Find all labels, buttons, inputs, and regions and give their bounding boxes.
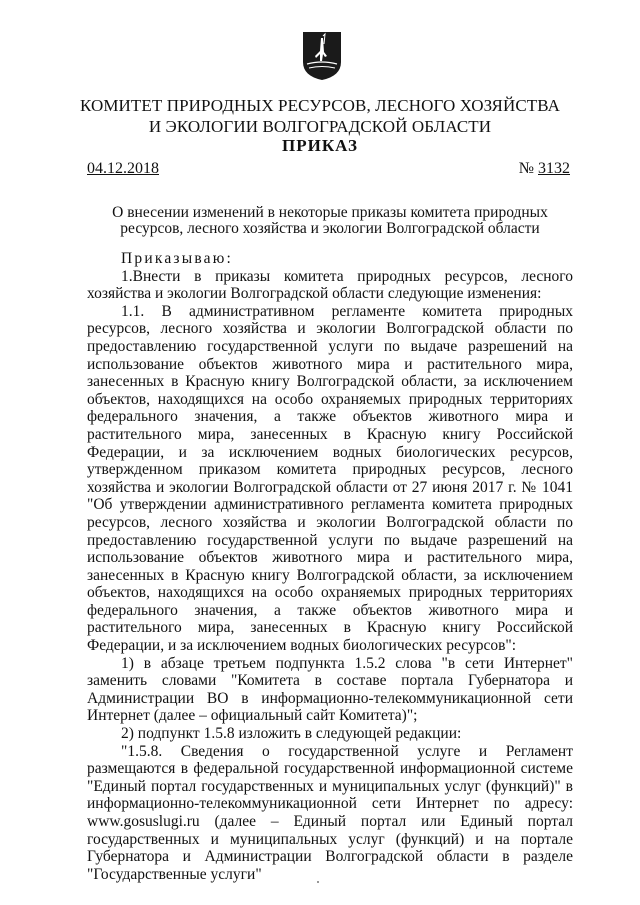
org-name-line2: И ЭКОЛОГИИ ВОЛГОГРАДСКОЙ ОБЛАСТИ [148, 117, 492, 136]
org-name-line1: КОМИТЕТ ПРИРОДНЫХ РЕСУРСОВ, ЛЕСНОГО ХОЗЯЙСТВА [79, 96, 561, 115]
order-word: Приказываю: [121, 250, 234, 267]
paragraph-item-1: 1) в абзаце третьем подпункта 1.5.2 слова "в сети Интернет" заменить словами "Комитета в составе портала Губернатора и Администрации ВО в информационно-телекоммуникационной сети Интернет (далее – официальный сайт Комитета)"; [87, 654, 573, 725]
paragraph-1-5-8: "1.5.8. Сведения о государственной услуге и Регламент размещаются в федеральной государственной информационной системе "Единый портал государственных и муниципальных услуг (функций)" в информационно-телекоммуникационной сети Интернет по адресу: www.gosuslugi.ru (далее – Единый портал или Единый портал государственных и муниципальных услуг (функций) и на портале Губернатора и Администрации Волгоградской области в разделе "Государственные услуги" [87, 742, 573, 883]
paragraph-1: 1.Внести в приказы комитета природных ресурсов, лесного хозяйства и экологии Волгоградской области следующие изменения: [87, 267, 573, 303]
scan-speck [317, 881, 319, 883]
coat-of-arms-emblem [301, 30, 343, 82]
order-number [519, 160, 570, 178]
paragraph-item-2: 2) подпункт 1.5.8 изложить в следующей редакции: [121, 725, 462, 743]
document-type-title: ПРИКАЗ [282, 136, 358, 155]
order-date: 04.12.2018 [87, 160, 159, 177]
number-prefix: № [518, 160, 538, 177]
order-subject [85, 205, 575, 237]
subject-line1: О внесении изменений в некоторые приказы комитета природных [112, 204, 548, 221]
number-value: 3132 [538, 160, 570, 177]
subject-line2: ресурсов, лесного хозяйства и экологии Волгоградской области [120, 220, 540, 237]
order-body [87, 250, 573, 883]
paragraph-1-1: 1.1. В административном регламенте комитета природных ресурсов, лесного хозяйства и экологии Волгоградской области по предоставлению государственной услуги по выдаче разрешений на использование объектов животного мира и растительного мира, занесенных в Красную книгу Волгоградской области, за исключением объектов, находящихся на особо охраняемых природных территориях федерального значения, а также объектов животного мира и растительного мира, занесенных в Красную книгу Российской Федерации, и за исключением водных биологических ресурсов, утвержденном приказом комитета природных ресурсов, лесного хозяйства и экологии Волгоградской области от 27 июня 2017 г. № 1041 "Об утверждении административного регламента комитета природных ресурсов, лесного хозяйства и экологии Волгоградской области по предоставлению государственной услуги по выдаче разрешений на использование объектов животного мира и растительного мира, занесенных в Красную книгу Волгоградской области, за исключением объектов, находящихся на особо охраняемых природных территориях федерального значения, а также объектов животного мира и растительного мира, занесенных в Красную книгу Российской Федерации, и за исключением водных биологических ресурсов": [87, 302, 573, 655]
